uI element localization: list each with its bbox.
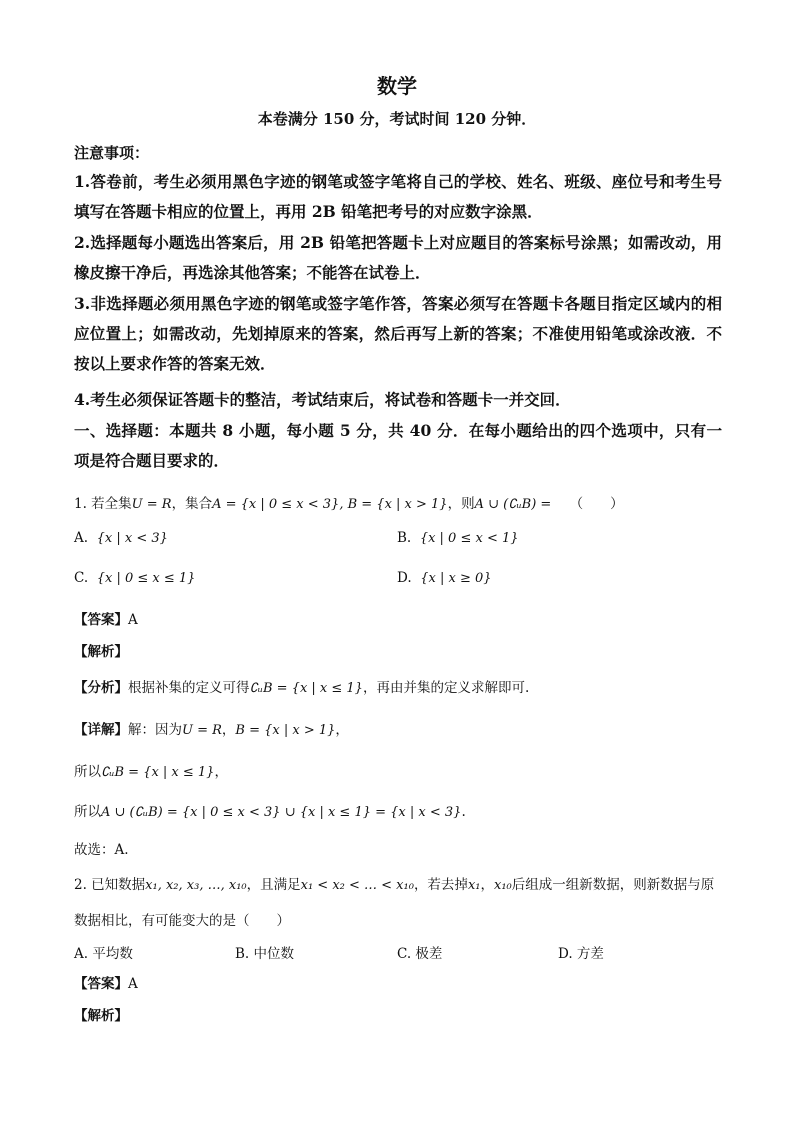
q1-option-d: D. {x | x ≥ 0} [397, 570, 492, 586]
q2-option-b: B. 中位数 [235, 946, 295, 962]
q1-analysis: 【分析】根据补集的定义可得∁ᵤB = {x | x ≤ 1}，再由并集的定义求解即可. [74, 680, 530, 696]
q2-answer: 【答案】A [74, 976, 138, 992]
question-1-stem: 1. 若全集U = R，集合A = {x | 0 ≤ x < 3}, B = {x | x > 1}，则A ∪ (∁ᵤB) = （ ） [74, 496, 624, 512]
q1-detail-line-2: 所以∁ᵤB = {x | x ≤ 1}， [74, 764, 228, 780]
notes-heading: 注意事项： [74, 144, 150, 162]
section-heading-choice: 一、选择题：本题共 8 小题，每小题 5 分，共 40 分．在每小题给出的四个选项中，只有一项是符合题目要求的． [74, 421, 722, 470]
q1-option-a: A. {x | x < 3} [74, 530, 168, 546]
q1-analysis-tag: 【解析】 [74, 644, 128, 660]
q2-option-c: C. 极差 [397, 946, 443, 962]
q1-answer: 【答案】A [74, 612, 138, 628]
q1-conclusion: 故选：A. [74, 842, 129, 858]
note-item-3: 3.非选择题必须用黑色字迹的钢笔或签字笔作答，答案必须写在答题卡各题目指定区域内的相应位置上；如需改动，先划掉原来的答案，然后再写上新的答案；不准使用铅笔或涂改液．不按以上要求作答的答案无效． [74, 294, 722, 373]
q2-analysis-tag: 【解析】 [74, 1008, 128, 1024]
q1-detail-line-3: 所以A ∪ (∁ᵤB) = {x | 0 ≤ x < 3} ∪ {x | x ≤ 1} = {x | x < 3}. [74, 804, 466, 820]
exam-info: 本卷满分 150 分，考试时间 120 分钟． [257, 110, 537, 128]
note-item-2: 2.选择题每小题选出答案后，用 2B 铅笔把答题卡上对应题目的答案标号涂黑；如需改动，用橡皮擦干净后，再选涂其他答案；不能答在试卷上． [74, 233, 722, 282]
q2-option-d: D. 方差 [558, 946, 604, 962]
question-2-stem: 2. 已知数据x₁, x₂, x₃, …, x₁₀，且满足x₁ < x₂ < … < x₁₀，若去掉x₁，x₁₀后组成一组新数据，则新数据与原 [74, 877, 715, 893]
q1-option-b: B. {x | 0 ≤ x < 1} [397, 530, 519, 546]
note-item-1: 1.答卷前，考生必须用黑色字迹的钢笔或签字笔将自己的学校、姓名、班级、座位号和考生号填写在答题卡相应的位置上，再用 2B 铅笔把考号的对应数字涂黑． [74, 172, 722, 221]
question-2-stem-line-2: 数据相比，有可能变大的是（ ） [74, 913, 290, 929]
note-item-4: 4.考生必须保证答题卡的整洁，考试结束后，将试卷和答题卡一并交回． [74, 390, 571, 409]
q1-detail-line-1: 【详解】解：因为U = R，B = {x | x > 1}， [74, 722, 349, 738]
q1-option-c: C. {x | 0 ≤ x ≤ 1} [74, 570, 196, 586]
page-title: 数学 [377, 74, 417, 98]
q2-option-a: A. 平均数 [74, 946, 133, 962]
